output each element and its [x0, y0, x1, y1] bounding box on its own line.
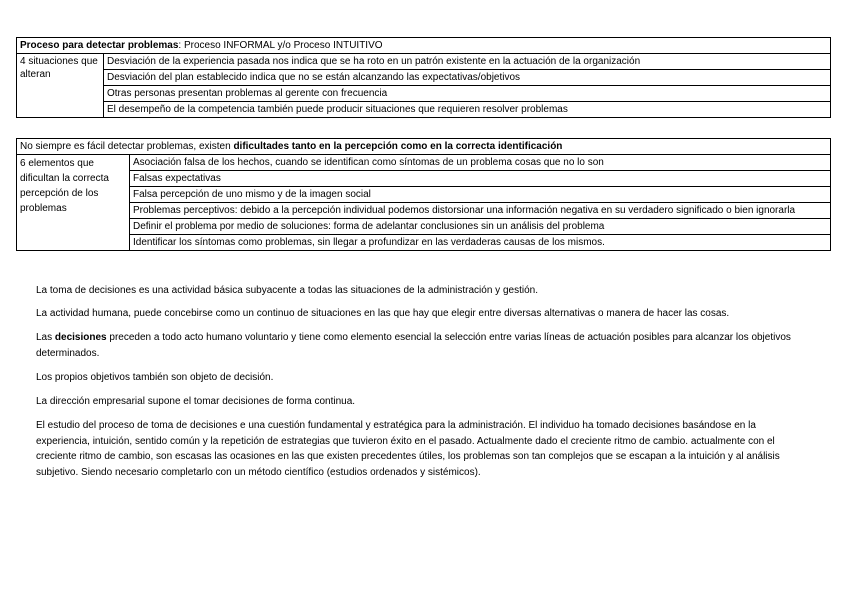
table-cell: Definir el problema por medio de soluciones: forma de adelantar conclusiones sin un análisis del problema	[130, 219, 831, 235]
table-header	[17, 38, 831, 54]
row-label: 4 situaciones que alteran	[17, 54, 104, 118]
paragraph: Los propios objetivos también son objeto de decisión.	[36, 372, 274, 383]
header-text: No siempre es fácil detectar problemas, existen	[20, 141, 234, 152]
paragraph: La toma de decisiones es una actividad básica subyacente a todas las situaciones de la administración y gestión.	[36, 285, 538, 296]
table-cell: Asociación falsa de los hechos, cuando se identifican como síntomas de un problema cosas que no lo son	[130, 155, 831, 171]
paragraph	[36, 330, 811, 361]
row-label: 6 elementos que dificultan la correcta percepción de los problemas	[17, 155, 130, 251]
table-row	[17, 203, 831, 219]
perception-difficulties-table	[16, 138, 831, 251]
paragraph: La actividad humana, puede concebirse como un continuo de situaciones en las que hay que elegir entre diversas alternativas o manera de hacer las cosas.	[36, 308, 730, 319]
header-bold-text: dificultades tanto en la percepción como en la correcta identificación	[233, 141, 563, 152]
table-header-row	[17, 38, 831, 54]
table-row	[17, 171, 831, 187]
paragraph: La dirección empresarial supone el tomar decisiones de forma continua.	[36, 396, 356, 407]
paragraph-bold-text: decisiones	[54, 332, 107, 343]
table-cell: Identificar los síntomas como problemas, sin llegar a profundizar en las verdaderas causas de los mismos.	[130, 235, 831, 251]
table-row	[17, 86, 831, 102]
table-row	[17, 54, 831, 70]
table-cell: Desviación de la experiencia pasada nos indica que se ha roto en un patrón existente en la actuación de la organización	[104, 54, 831, 70]
header-text: : Proceso INFORMAL y/o Proceso INTUITIVO	[178, 40, 383, 51]
table-cell: Falsa percepción de uno mismo y de la imagen social	[130, 187, 831, 203]
paragraph-text: preceden a todo acto humano voluntario y tiene como elemento esencial la selección entre varias líneas de actuación posibles para alcanzar los objetivos determinados.	[36, 332, 791, 359]
table-header-row	[17, 139, 831, 155]
table-cell: El desempeño de la competencia también puede producir situaciones que requieren resolver problemas	[104, 102, 831, 118]
table-cell: Falsas expectativas	[130, 171, 831, 187]
detection-process-table	[16, 37, 831, 118]
header-bold-text: Proceso para detectar problemas	[20, 40, 179, 51]
table-row	[17, 219, 831, 235]
table-cell: Problemas perceptivos: debido a la percepción individual podemos distorsionar una información negativa en su verdadero significado o bien ignorarla	[130, 203, 831, 219]
table-row	[17, 70, 831, 86]
table-row	[17, 102, 831, 118]
table-cell: Otras personas presentan problemas al gerente con frecuencia	[104, 86, 831, 102]
table-header	[17, 139, 831, 155]
table-row	[17, 155, 831, 171]
paragraph: El estudio del proceso de toma de decisiones e una cuestión fundamental y estratégica para la administración. El individuo ha tomado decisiones basándose en la experiencia, intuición, sentido común y la repetición de estrategias que tuvieron éxito en el pasado. Actualmente dado el creciente ritmo de cambio. actualmente con el creciente ritmo de cambio, son escasas las ocasiones en las que existen precedentes útiles, los problemas son tan complejos que se escapan a la intuición y al análisis subjetivo. Siendo necesario completarlo con un método científico (estudios ordenados y sistémicos).	[36, 420, 780, 478]
table-row	[17, 187, 831, 203]
paragraph-text: Las	[36, 332, 55, 343]
table-row	[17, 235, 831, 251]
table-cell: Desviación del plan establecido indica que no se están alcanzando las expectativas/objetivos	[104, 70, 831, 86]
